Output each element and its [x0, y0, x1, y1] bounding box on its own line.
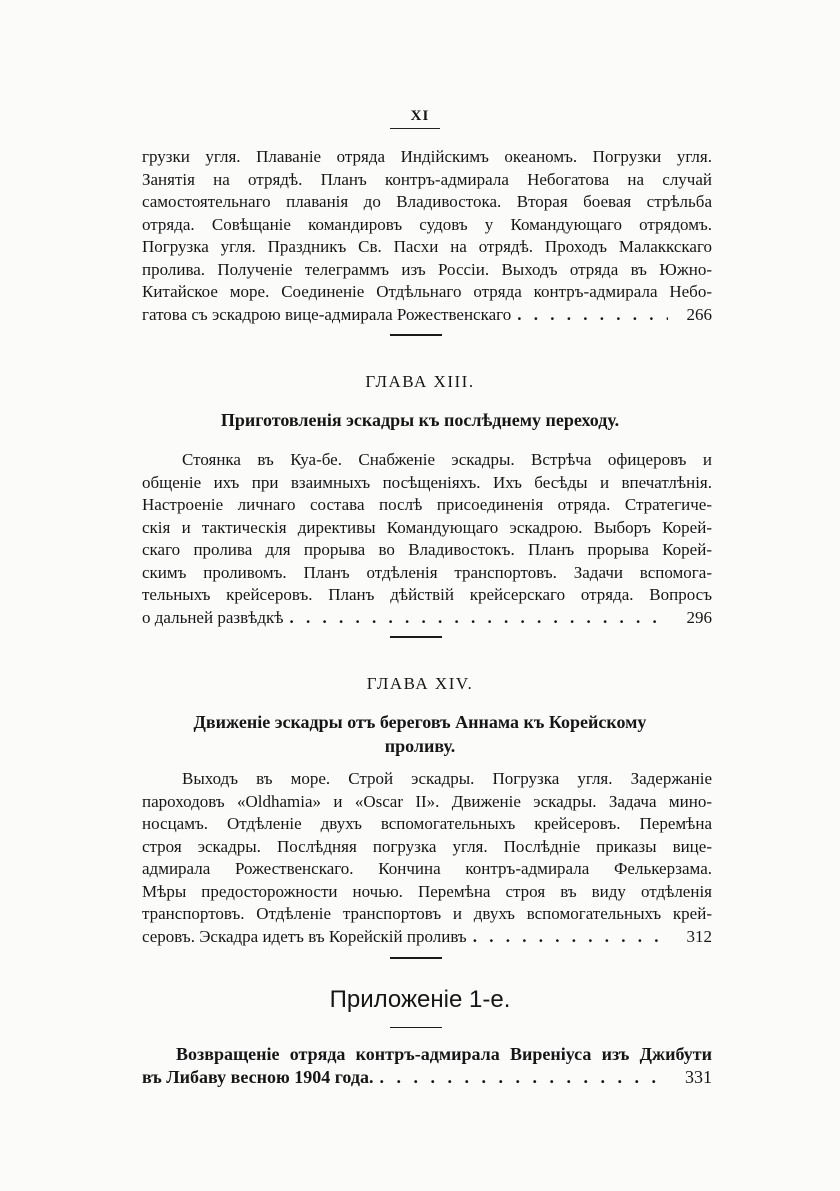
text-line: пароходовъ «Oldhamia» и «Oscar II». Движенiе эскадры. Задача мино- — [142, 791, 712, 811]
dot-leader — [517, 304, 668, 327]
text-line: носцамъ. Отдѣленiе двухъ вспомогательныхъ крейсеровъ. Перемѣна — [142, 814, 712, 833]
text-line: скаго пролива для прорыва во Владивостокъ. Планъ прорыва Корей- — [142, 540, 712, 559]
appendix-heading: Приложенiе 1-е. — [329, 986, 511, 1013]
dot-leader — [289, 607, 668, 630]
dot-leader — [380, 1065, 668, 1089]
text-line: скимъ проливомъ. Планъ отдѣленiя транспортовъ. Задачи вспомога- — [142, 562, 712, 582]
text-line: Возвращенiе отряда контръ-адмирала Виренiуса изъ Джибути — [176, 1044, 712, 1064]
text-line: Выходъ въ море. Строй эскадры. Погрузка угля. Задержанiе — [182, 769, 712, 788]
dot-leader — [473, 926, 668, 949]
section-separator — [390, 636, 442, 638]
page-reference: 331 — [685, 1066, 712, 1087]
chapter-title-line: проливу. — [384, 736, 456, 756]
chapter-title — [140, 710, 700, 758]
toc-entry-appendix — [142, 1042, 712, 1089]
text-line: Настроенiе личнаго состава послѣ присоединенiя отряда. Стратегиче- — [142, 495, 712, 514]
page-reference: 266 — [686, 304, 712, 324]
text-line: грузки угля. Плаванiе отряда Индiйскимъ океаномъ. Погрузки угля. — [142, 147, 712, 166]
page-reference: 312 — [686, 926, 712, 946]
text-line: скiя и тактическiя директивы Командующаго эскадрою. Выборъ Корей- — [142, 517, 712, 537]
text-line: Мѣры предосторожности ночью. Перемѣна строя въ виду отдѣленiя — [142, 881, 712, 901]
text-line: транспортовъ. Отдѣленiе транспортовъ и двухъ вспомогательныхъ крей- — [142, 904, 712, 923]
text-line: серовъ. Эскадра идетъ въ Корейскiй проливъ — [142, 926, 467, 946]
text-line: пролива. Полученiе телеграммъ изъ Россiи. Выходъ отряда въ Южно- — [142, 259, 712, 279]
toc-leader-line — [142, 926, 712, 949]
text-line: самостоятельнаго плаванiя до Владивостока. Вторая боевая стрѣльба — [142, 192, 712, 211]
text-line: о дальней развѣдкѣ — [142, 607, 284, 627]
text-line: Занятiя на отрядѣ. Планъ контръ-адмирала Небогатова на случай — [142, 169, 712, 189]
text-line: гатова съ эскадрою вице-адмирала Рожественскаго — [142, 304, 512, 324]
page-reference: 296 — [686, 607, 712, 627]
text-line: адмирала Рожественскаго. Кончина контръ-адмирала Фелькерзама. — [142, 859, 712, 878]
chapter-heading: ГЛАВА XIII. — [365, 372, 475, 391]
section-separator — [390, 957, 442, 959]
toc-entry-chapter12-continued — [142, 146, 712, 326]
page-number: XI — [410, 108, 430, 124]
text-line: Погрузка угля. Праздникъ Св. Пасхи на отрядѣ. Проходъ Малаккскаго — [142, 237, 712, 256]
chapter-title: Приготовленiя эскадры къ послѣднему переходу. — [220, 410, 620, 430]
chapter-title-line: Движенiе эскадры отъ береговъ Аннама къ Корейскому — [193, 712, 647, 732]
toc-leader-line — [142, 607, 712, 630]
text-line: отряда. Совѣщанiе командировъ судовъ у Командующаго отрядомъ. — [142, 214, 712, 234]
chapter-heading: ГЛАВА XIV. — [366, 674, 474, 693]
text-line: Китайское море. Соединенiе Отдѣльнаго отряда контръ-адмирала Небо- — [142, 282, 712, 301]
text-line: въ Либаву весною 1904 года. — [142, 1066, 374, 1087]
text-line: общенiе ихъ при взаимныхъ посѣщенiяхъ. Ихъ бесѣды и впечатлѣнiя. — [142, 472, 712, 492]
toc-entry-chapter13 — [142, 449, 712, 629]
text-line: Стоянка въ Куа-бе. Снабженiе эскадры. Встрѣча офицеровъ и — [182, 450, 712, 469]
section-separator — [390, 1027, 442, 1028]
text-line: тельныхъ крейсеровъ. Планъ дѣйствiй крейсерскаго отряда. Вопросъ — [142, 585, 712, 604]
toc-leader-line — [142, 304, 712, 327]
toc-leader-line — [142, 1065, 712, 1089]
section-separator — [390, 334, 442, 336]
text-line: строя эскадры. Послѣдняя погрузка угля. Послѣднiе приказы вице- — [142, 836, 712, 856]
page-number-rule — [390, 128, 440, 129]
toc-entry-chapter14 — [142, 768, 712, 948]
